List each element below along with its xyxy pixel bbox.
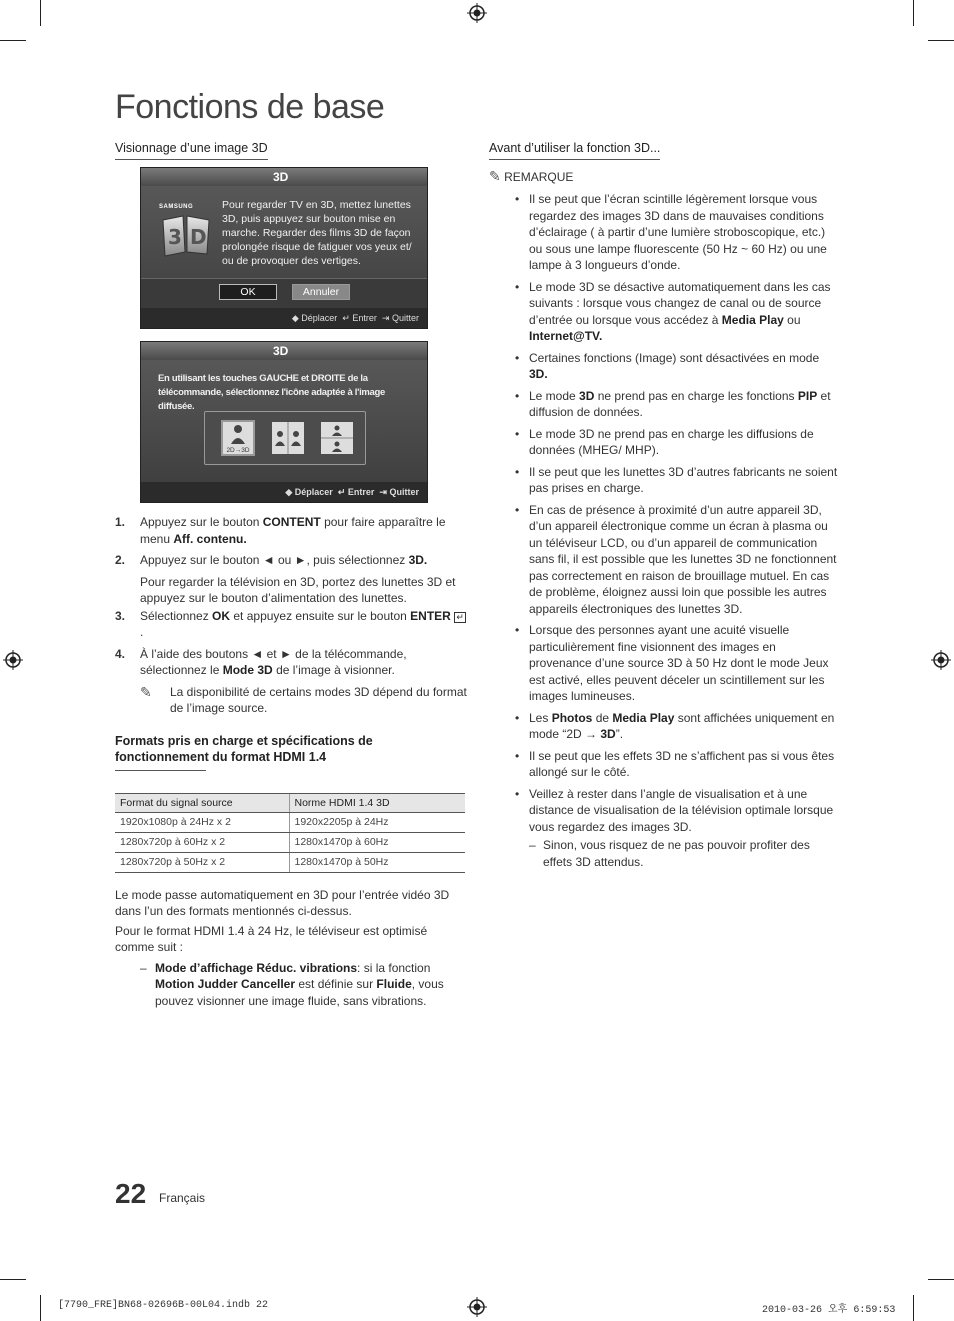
list-item — [489, 388, 839, 421]
step-bold: 3D. — [408, 553, 428, 567]
step-text: . — [140, 625, 144, 639]
dash-item-judder — [115, 960, 467, 1010]
crop-mark — [913, 1295, 914, 1321]
dash-bold: Mode d’affichage Réduc. vibrations — [155, 960, 358, 975]
updown-arrows-icon: ◆ — [291, 313, 299, 323]
table-row — [115, 812, 465, 832]
bullet-bold: 3D. — [529, 367, 548, 381]
step-number: 3. — [115, 608, 126, 623]
list-item — [489, 426, 839, 459]
paragraph-hdmi-24hz: Pour le format HDMI 1.4 à 24 Hz, le téléviseur est optimisé comme suit : — [115, 923, 428, 954]
dash-marker: – — [529, 838, 536, 852]
step-text: Appuyez sur le bouton — [140, 515, 263, 529]
bullet-bold: Photos — [551, 710, 593, 725]
crop-mark — [928, 1279, 954, 1280]
bullet-bold: 3D — [600, 727, 616, 741]
registration-mark-icon — [931, 650, 951, 670]
bullet-text: Les — [529, 710, 552, 725]
crop-mark — [928, 40, 954, 41]
remark-heading — [489, 168, 839, 185]
language-label: Français — [159, 1191, 206, 1205]
bullet-text: ou — [783, 312, 801, 327]
step-text: de l’image à visionner. — [272, 663, 395, 677]
crop-mark — [913, 0, 914, 26]
warning-message: Pour regarder TV en 3D, mettez lunettes 3D, puis appuyez sur bouton mise en marche. Regarder des films 3D de façon prolongée risque de fatiguer vos yeux et/ ou de provoquer des vertiges. — [222, 199, 412, 267]
list-item — [489, 786, 839, 836]
crop-mark — [40, 1295, 41, 1321]
step-text: Sélectionnez — [140, 608, 213, 623]
left-lower-content — [115, 514, 467, 1009]
registration-mark-icon — [3, 650, 23, 670]
nav-enter-label: Entrer — [352, 313, 377, 323]
step-bold: Aff. contenu. — [173, 531, 247, 546]
exit-icon: ⇥ — [379, 487, 387, 497]
samsung-logo-text: SAMSUNG — [159, 204, 194, 210]
table-row — [115, 832, 465, 852]
mode-2d-3d-label: 2D→3D — [226, 447, 250, 454]
bullet-bold: Media Play — [612, 710, 675, 725]
list-item — [489, 748, 839, 781]
step-bold: CONTENT — [262, 515, 321, 529]
screen-title: 3D — [141, 168, 427, 186]
ok-button[interactable]: OK — [219, 284, 277, 300]
list-item — [489, 191, 839, 274]
crop-mark — [0, 40, 26, 41]
list-item — [489, 622, 839, 705]
print-timestamp: 2010-03-26 오후 6:59:53 — [762, 1305, 896, 1316]
table-cell: 1920x1080p à 24Hz x 2 — [115, 812, 289, 832]
step-2 — [115, 552, 467, 607]
step-3 — [115, 608, 467, 641]
step-4 — [115, 646, 467, 717]
table-row — [115, 852, 465, 872]
step-bold: Mode 3D — [222, 663, 273, 677]
bullet-text: Lorsque des personnes ayant une acuité visuelle particulièrement fine visionnent des images en provenance d’une source 3D à 50 Hz dont le mode Jeux est activé, elles peuvent déceler un scintillement sur les images lumineuses. — [529, 623, 829, 703]
step-sub-text: Pour regarder la télévision en 3D, portez des lunettes 3D et appuyez sur le bouton d’alimentation des lunettes. — [140, 574, 456, 605]
note-text: La disponibilité de certains modes 3D dépend du format de l’image source. — [170, 684, 467, 715]
hdmi-format-table — [115, 793, 465, 873]
table-cell: 1280x1470p à 50Hz — [289, 852, 465, 872]
step-number: 2. — [115, 553, 126, 567]
section-title-before-3d: Avant d’utiliser la fonction 3D... — [489, 140, 660, 160]
bullet-text: de — [592, 710, 613, 725]
mode-side-by-side[interactable] — [272, 422, 304, 454]
list-item — [489, 279, 839, 345]
table-cell: 1920x2205p à 24Hz — [289, 812, 465, 832]
svg-text:D: D — [190, 225, 207, 249]
list-item — [489, 350, 839, 383]
step-number: 1. — [115, 515, 126, 529]
bullet-text: Il se peut que les lunettes 3D d’autres fabricants ne soient pas prises en charge. — [529, 464, 838, 495]
bullet-text: Certaines fonctions (Image) sont désactivées en mode — [529, 350, 820, 365]
screen-title: 3D — [141, 342, 427, 360]
3d-logo-icon — [159, 212, 215, 260]
bullet-bold: Media Play — [721, 312, 784, 327]
file-info: [7790_FRE]BN68-02696B-00L04.indb 22 — [58, 1300, 269, 1311]
registration-mark-icon — [467, 1297, 487, 1317]
paragraph-auto-3d: Le mode passe automatiquement en 3D pour l’entrée vidéo 3D dans l’un des formats mentionnés ci-dessus. — [115, 887, 450, 918]
dash-bold: Motion Judder Canceller — [155, 977, 296, 991]
bullet-text: et diffusion de données. — [529, 388, 831, 419]
updown-arrows-icon: ◆ — [285, 487, 293, 497]
step-text: pour faire apparaître le menu — [140, 515, 446, 546]
table-header-row — [115, 793, 465, 812]
enter-icon: ↵ — [342, 313, 350, 323]
pencil-note-icon: ✎ — [489, 168, 501, 184]
step-bold: ENTER — [410, 608, 451, 623]
step-text: À l’aide des boutons ◄ et ► de la télécommande, sélectionnez le — [140, 646, 407, 677]
remark-label: REMARQUE — [504, 170, 574, 184]
nav-enter-label: Entrer — [347, 487, 375, 497]
step-bold: OK — [212, 608, 231, 623]
table-cell: 1280x720p à 50Hz x 2 — [115, 852, 289, 872]
dash-text: est définie sur — [295, 977, 377, 991]
left-column — [115, 140, 465, 160]
side-by-side-icon — [272, 422, 304, 454]
bullet-text: Veillez à rester dans l’angle de visualisation et à une distance de visualisation de la télévision optimale lorsque vous regardez des images 3D. — [529, 786, 834, 834]
page-number: 22 — [115, 1178, 147, 1209]
registration-mark-icon — [467, 3, 487, 23]
steps-list — [115, 514, 467, 717]
bullet-text: sont affichées uniquement en mode “2D → — [529, 710, 835, 741]
top-bottom-icon — [321, 422, 353, 454]
nav-move-label: Déplacer — [294, 487, 333, 497]
section-underline — [115, 770, 206, 771]
tv-screen-3d-warning — [140, 167, 428, 329]
dash-text: : si la fonction — [357, 960, 431, 975]
bullet-text: Le mode 3D ne prend pas en charge les diffusions de données (MHEG/ MHP). — [529, 426, 814, 457]
dash-bold: Fluide — [376, 977, 412, 991]
table-cell: 1280x1470p à 60Hz — [289, 832, 465, 852]
nav-hint-bar — [141, 308, 427, 328]
dash-marker: – — [140, 960, 147, 975]
dash-text: , vous pouvez visionner une image fluide, sans vibrations. — [155, 977, 444, 1008]
mode-icon-panel — [204, 411, 366, 465]
exit-icon: ⇥ — [381, 313, 390, 323]
right-column — [489, 140, 839, 870]
list-item — [489, 710, 839, 743]
samsung-3d-logo — [159, 204, 215, 260]
crop-mark — [0, 1279, 26, 1280]
bullet-bold: 3D — [579, 388, 595, 403]
nav-quit-label: Quitter — [389, 487, 419, 497]
nav-hint-bar — [141, 482, 427, 502]
button-bar — [141, 278, 427, 310]
sub-dash-text: Sinon, vous risquez de ne pas pouvoir profiter des effets 3D attendus. — [543, 838, 810, 869]
bullet-text: En cas de présence à proximité d’un autre appareil 3D, d’un appareil électronique comme un écran à plasma ou un téléviseur LCD, ou d’un appareil de communication sans fil, il est possible que les lunettes 3D ne fonctionnent pas correctement en raison de brouillage mutuel. En cas de problème, éloignez aussi loin que possible les autres appareils électroniques des lunettes 3D. — [529, 502, 837, 616]
mode-select-message: En utilisant les touches GAUCHE et DROITE de la télécommande, sélectionnez l'icône adaptée à l'image diffusée. — [158, 373, 386, 412]
step-number: 4. — [115, 646, 126, 661]
list-item — [489, 464, 839, 497]
pencil-note-icon: ✎ — [140, 683, 152, 700]
section-title-hdmi-formats: Formats pris en charge et spécifications de fonctionnement du format HDMI 1.4 — [115, 733, 373, 764]
table-header-cell: Norme HDMI 1.4 3D — [289, 793, 465, 812]
step-1 — [115, 514, 467, 547]
step-text: Appuyez sur le bouton ◄ ou ►, puis sélectionnez — [140, 553, 409, 567]
bullet-text: Le mode 3D se désactive automatiquement dans les cas suivants : lorsque vous changez de canal ou de source d’entrée ou lorsque vous accédez à — [529, 279, 831, 327]
step-text: et appuyez ensuite sur le bouton — [230, 608, 411, 623]
mode-top-bottom[interactable] — [321, 422, 353, 454]
bullet-text: Il se peut que les effets 3D ne s’affichent pas si vous êtes allongé sur le côté. — [529, 748, 835, 779]
step-4-note — [140, 684, 467, 717]
tv-screen-3d-mode-select — [140, 341, 428, 503]
remark-list — [489, 191, 839, 835]
enter-icon: ↵ — [454, 612, 466, 623]
section-title-3d-viewing: Visionnage d’une image 3D — [115, 140, 268, 160]
crop-mark — [40, 0, 41, 26]
sub-dash-item — [489, 837, 839, 870]
nav-quit-label: Quitter — [391, 313, 419, 323]
nav-move-label: Déplacer — [301, 313, 338, 323]
person-icon — [223, 422, 253, 444]
bullet-text: Le mode — [529, 388, 580, 403]
page-title: Fonctions de base — [115, 88, 385, 126]
bullet-text: ”. — [615, 727, 624, 741]
bullet-text: Il se peut que l’écran scintille légèrement lorsque vous regardez des images 3D dans de mauvaises conditions d’éclairage ( à partir d’une lumière stroboscopique, etc.) ou sous une lampe fluorescente (50 Hz ~ 60 Hz) ou une lampe à 3 longueurs d’onde. — [529, 192, 827, 272]
bullet-text: ne prend pas en charge les fonctions — [594, 388, 798, 403]
enter-icon: ↵ — [337, 487, 346, 497]
list-item — [489, 502, 839, 618]
svg-text:3: 3 — [168, 225, 182, 249]
bullet-bold: PIP — [797, 388, 818, 403]
bullet-bold: Internet@TV. — [529, 329, 603, 343]
table-header-cell: Format du signal source — [115, 793, 289, 812]
table-cell: 1280x720p à 60Hz x 2 — [115, 832, 289, 852]
cancel-button[interactable]: Annuler — [292, 284, 350, 300]
mode-2d-to-3d[interactable] — [221, 420, 255, 456]
